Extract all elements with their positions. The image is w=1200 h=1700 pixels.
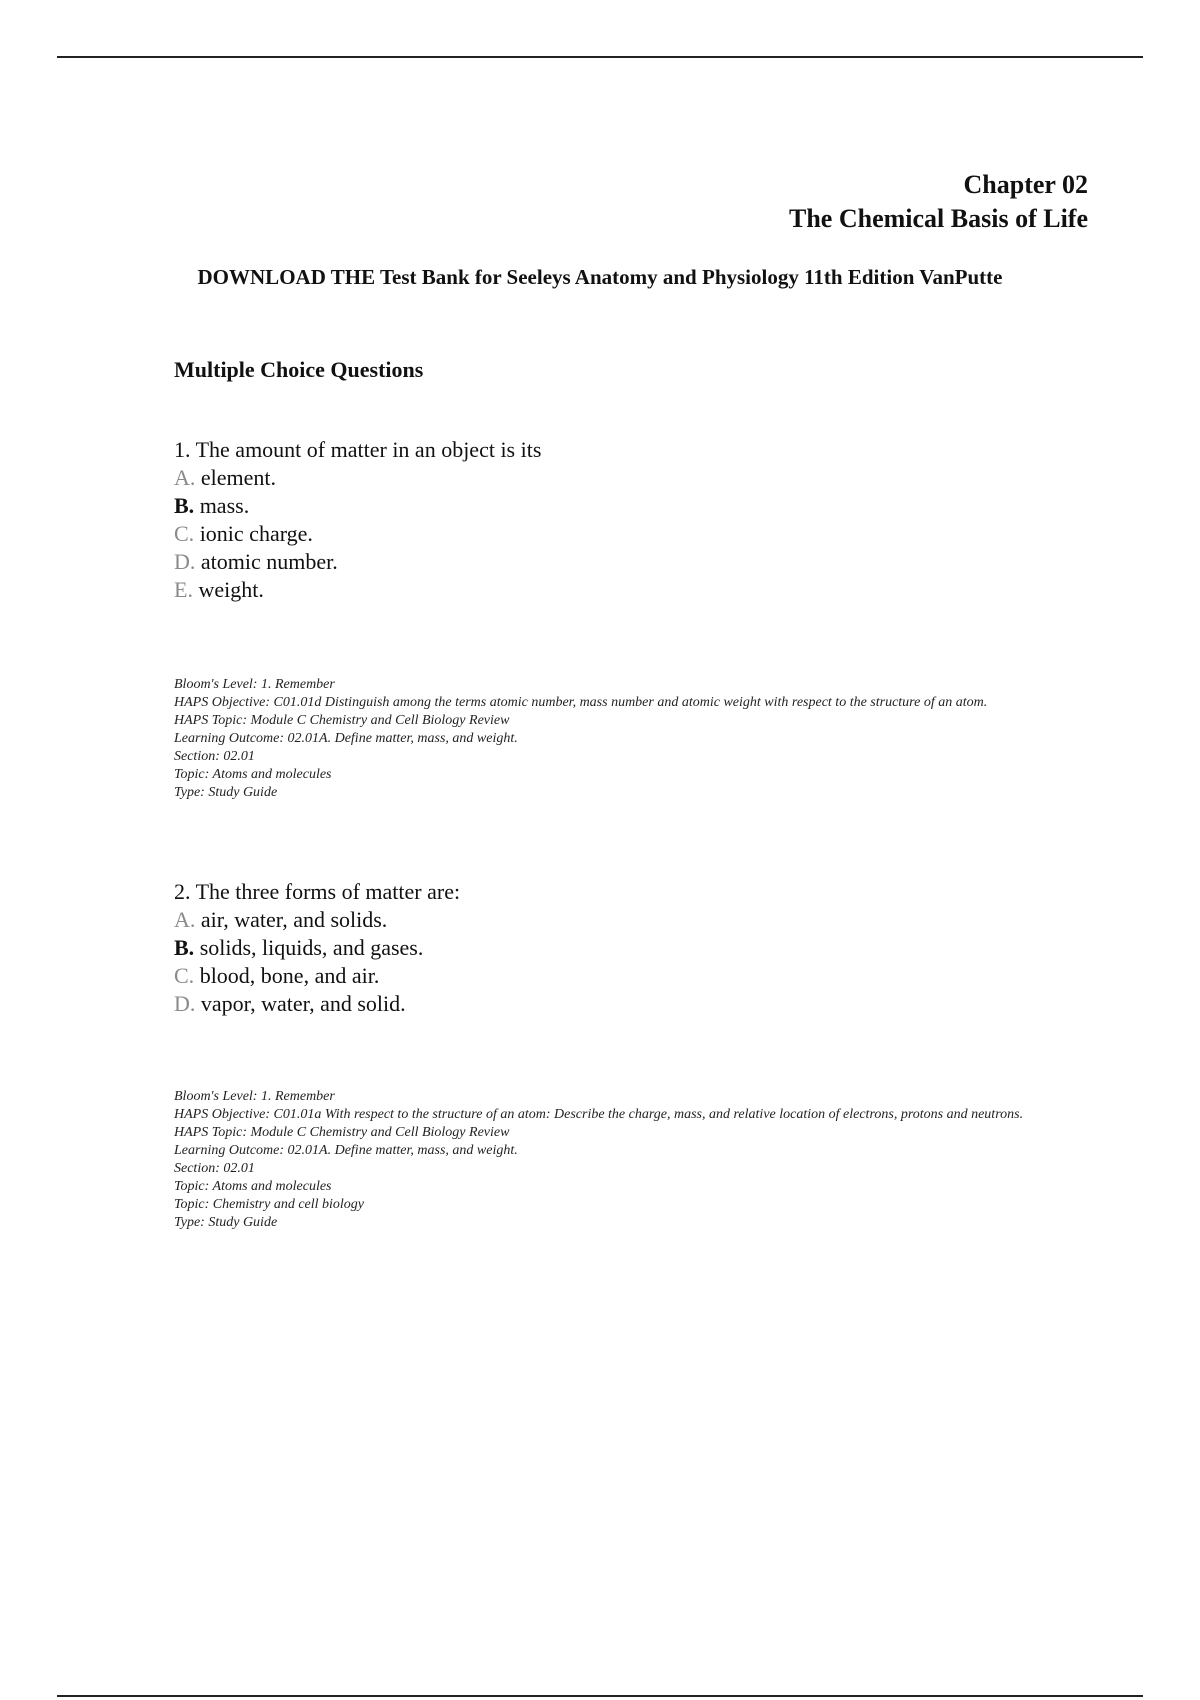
meta-haps-topic: HAPS Topic: Module C Chemistry and Cell Biology Review	[174, 1125, 510, 1140]
option-text: weight.	[198, 577, 264, 602]
chapter-header	[789, 168, 1088, 236]
option-letter: B.	[174, 935, 195, 960]
bottom-rule	[57, 1695, 1143, 1697]
question-1	[174, 436, 1074, 604]
option-letter: E.	[174, 577, 193, 602]
answer-options	[174, 464, 1074, 604]
option-b-correct	[174, 934, 1074, 962]
question-2-metadata	[174, 1088, 1074, 1232]
meta-haps-objective: HAPS Objective: C01.01d Distinguish among the terms atomic number, mass number and atomic weight with respect to the structure of an atom.	[174, 695, 988, 710]
meta-topic: Topic: Atoms and molecules	[174, 1179, 332, 1194]
option-e	[174, 576, 1074, 604]
option-text: air, water, and solids.	[200, 907, 388, 932]
option-letter: D.	[174, 991, 196, 1016]
meta-topic: Topic: Chemistry and cell biology	[174, 1197, 365, 1212]
meta-blooms-level: Bloom's Level: 1. Remember	[174, 677, 335, 692]
answer-options	[174, 906, 1074, 1018]
chapter-number: Chapter 02	[963, 170, 1088, 199]
meta-haps-topic: HAPS Topic: Module C Chemistry and Cell Biology Review	[174, 713, 510, 728]
meta-type: Type: Study Guide	[174, 785, 278, 800]
option-c	[174, 520, 1074, 548]
option-letter: C.	[174, 521, 195, 546]
meta-topic: Topic: Atoms and molecules	[174, 767, 332, 782]
option-a	[174, 906, 1074, 934]
option-text: element.	[200, 465, 277, 490]
meta-type: Type: Study Guide	[174, 1215, 278, 1230]
option-letter: A.	[174, 907, 196, 932]
download-banner: DOWNLOAD THE Test Bank for Seeleys Anatomy and Physiology 11th Edition VanPutte	[197, 265, 1003, 289]
option-text: vapor, water, and solid.	[200, 991, 406, 1016]
meta-blooms-level: Bloom's Level: 1. Remember	[174, 1089, 335, 1104]
question-text: 1. The amount of matter in an object is its	[174, 437, 542, 462]
option-text: ionic charge.	[199, 521, 313, 546]
option-d	[174, 548, 1074, 576]
question-1-metadata	[174, 676, 1074, 802]
top-rule	[57, 56, 1143, 58]
option-text: mass.	[199, 493, 250, 518]
option-letter: A.	[174, 465, 196, 490]
chapter-title: The Chemical Basis of Life	[789, 204, 1088, 233]
option-c	[174, 962, 1074, 990]
option-a	[174, 464, 1074, 492]
meta-section: Section: 02.01	[174, 749, 255, 764]
option-text: blood, bone, and air.	[199, 963, 380, 988]
meta-learning-outcome: Learning Outcome: 02.01A. Define matter, mass, and weight.	[174, 1143, 518, 1158]
option-letter: D.	[174, 549, 196, 574]
option-letter: B.	[174, 493, 195, 518]
meta-section: Section: 02.01	[174, 1161, 255, 1176]
option-b-correct	[174, 492, 1074, 520]
option-d	[174, 990, 1074, 1018]
option-text: atomic number.	[200, 549, 338, 574]
meta-haps-objective: HAPS Objective: C01.01a With respect to the structure of an atom: Describe the charge, mass, and relative location of electrons, protons and neutrons.	[174, 1107, 1024, 1122]
option-text: solids, liquids, and gases.	[199, 935, 424, 960]
option-letter: C.	[174, 963, 195, 988]
question-text: 2. The three forms of matter are:	[174, 879, 461, 904]
question-2	[174, 878, 1074, 1018]
meta-learning-outcome: Learning Outcome: 02.01A. Define matter, mass, and weight.	[174, 731, 518, 746]
section-heading: Multiple Choice Questions	[174, 357, 424, 382]
